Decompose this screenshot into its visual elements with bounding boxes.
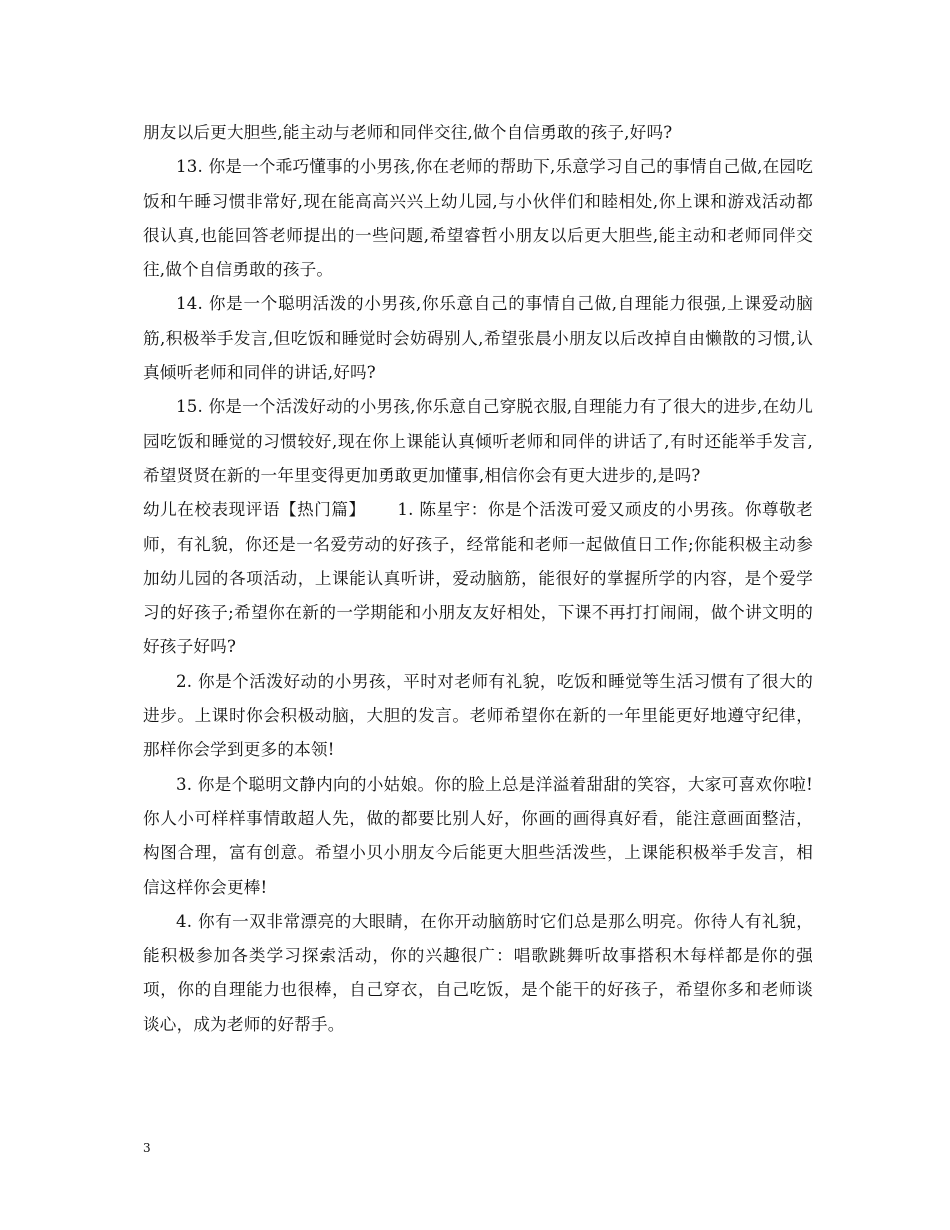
paragraph-comment-13: 13. 你是一个乖巧懂事的小男孩,你在老师的帮助下,乐意学习自己的事情自己做,在园吃饭和午睡习惯非常好,现在能高高兴兴上幼儿园,与小伙伴们和睦相处,你上课和游戏活动都很认真,也能回答老师提出的一些问题,希望睿哲小朋友以后更大胆些,能主动和老师同伴交往,做个自信勇敢的孩子。	[143, 157, 813, 280]
paragraph-comment-14: 14. 你是一个聪明活泼的小男孩,你乐意自己的事情自己做,自理能力很强,上课爱动脑筋,积极举手发言,但吃饭和睡觉时会妨碍别人,希望张晨小朋友以后改掉自由懒散的习惯,认真倾听老师和同伴的讲话,好吗?	[143, 294, 813, 383]
paragraph-comment-15: 15. 你是一个活泼好动的小男孩,你乐意自己穿脱衣服,自理能力有了很大的进步,在幼儿园吃饭和睡觉的习惯较好,现在你上课能认真倾听老师和同伴的讲话了,有时还能举手发言,希望贤贤在新的一年里变得更加勇敢更加懂事,相信你会有更大进步的,是吗?	[143, 397, 813, 485]
paragraph-continuation: 朋友以后更大胆些,能主动与老师和同伴交往,做个自信勇敢的孩子,好吗?	[143, 123, 673, 142]
page-number: 3	[143, 1141, 151, 1155]
document-body	[143, 116, 813, 1042]
paragraph-comment-2: 2. 你是个活泼好动的小男孩，平时对老师有礼貌，吃饭和睡觉等生活习惯有了很大的进步。上课时你会积极动脑，大胆的发言。老师希望你在新的一年里能更好地遵守纪律，那样你会学到更多的本领!	[143, 671, 813, 760]
paragraph-comment-4: 4. 你有一双非常漂亮的大眼睛，在你开动脑筋时它们总是那么明亮。你待人有礼貌，能积极参加各类学习探索活动，你的兴趣很广：唱歌跳舞听故事搭积木每样都是你的强项，你的自理能力也很棒，自己穿衣，自己吃饭，是个能干的好孩子，希望你多和老师谈谈心，成为老师的好帮手。	[143, 911, 813, 1034]
paragraph-comment-3: 3. 你是个聪明文静内向的小姑娘。你的脸上总是洋溢着甜甜的笑容，大家可喜欢你啦!你人小可样样事情敢超人先，做的都要比别人好，你画的画得真好看，能注意画面整洁，构图合理，富有创意。希望小贝小朋友今后能更大胆些活泼些，上课能积极举手发言，相信这样你会更棒!	[143, 774, 813, 897]
paragraph-hot-section-comment-1: 幼儿在校表现评语【热门篇】 1. 陈星宇：你是个活泼可爱又顽皮的小男孩。你尊敬老师，有礼貌，你还是一名爱劳动的好孩子，经常能和老师一起做值日工作;你能积极主动参加幼儿园的各项活动，上课能认真听讲，爱动脑筋，能很好的掌握所学的内容，是个爱学习的好孩子;希望你在新的一学期能和小朋友友好相处，下课不再打打闹闹，做个讲文明的好孩子好吗?	[143, 500, 813, 657]
